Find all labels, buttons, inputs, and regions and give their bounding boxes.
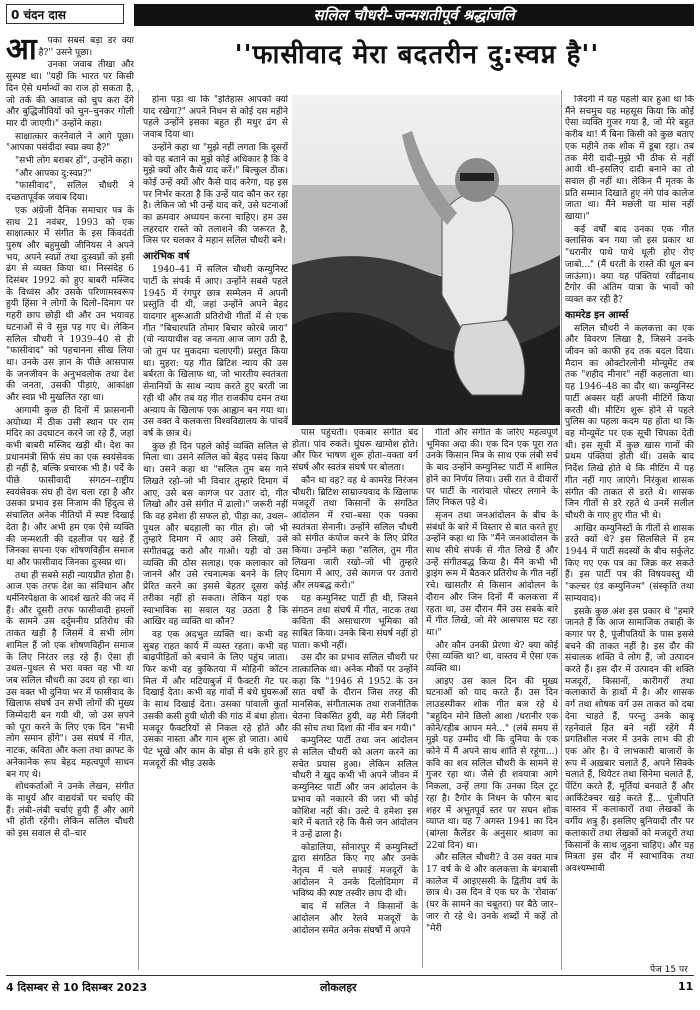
paragraph: कोडालिया, सोनारपुर में कम्युनिस्टों द्वारा संगठित किए गए और उनके नेतृत्व में चले सफाई मजदूरों के आंदोलन ने उनके दिलोदिमाग में भविष्य की स्पष्ट तस्वीर छाप दी थी। [292,842,418,900]
tribute-banner: सलिल चौधरी–जन्मशतीपूर्व श्रद्धांजलि [134,4,694,26]
paragraph: आखिर कम्युनिस्टों के गीतों से शासक डरते क्यों थे? इस सिलसिले में हम 1944 में पार्टी सदस्यों के बीच सर्कुलेट किए गए एक पत्र का जिक्र कर सकते हैं। इस पार्टी पत्र की विषयवस्तु थी "कल्चर एंड कम्युनिज्म" (संस्कृति तथा साम्यवाद)। [565,523,694,604]
column-divider [561,90,562,970]
section-label: 0 चंदन दास [6,4,124,24]
footer-rule [6,975,694,976]
paragraph: कुछ ही दिन पहले कोई व्यक्ति सलिल से मिला था। उसने सलिल को बेहद पसंद किया था। उसने कहा था "सलिल तुम बस गाने लिखते रहो–जो भी विचार तुम्हारे दिमाग में आए, उसे बस कागज पर उतार दो, गीत लिखो और उसे संगीत में ढालो।" जरूरी नहीं कि वह हमेशा ही सफल हो, पीड़ा का, उथल–पुथल और बदहाली का गीत हो। जो भी तुम्हारे दिमाग में आए उसे लिखो, उसे संगीतबद्ध करो और गाओ। यही वो उस व्यक्ति की ठोस सलाह। एक कलाकार को जानने और उसे रचनात्मक बनने के लिए प्रेरित करने का इससे बेहतर दूसरा कोई तरीका नहीं हो सकता। लेकिन यहां एक स्वाभाविक सा सवाल यह उठता है कि आखिर वह व्यक्ति था कौन? [143,441,288,628]
paragraph: आइए उस काल दिन की मुख्य घटनाओं को याद करते हैं। उस दिन लाउडस्पीकर शोक गीत बज रहे थे "बहुदिन मोने छिलो आशा /धरानीर एक कोने/रहीब आपन मने..." (लंबे समय से मुझे यह उम्मीद थी कि दुनिया के एक कोने में मैं अपने साथ शांति से रहूंगा...) कवि का शव सलिल चौधरी के सामने से गुजर रहा था। जैसे ही शवयात्रा आगे निकला, उन्हें लगा कि उनका दिल टूट रहा है। टैगोर के निधन के फौरन बाद शहर में अभूतपूर्व स्तर पर सघन शोक व्याप्त था। यह 7 अगस्त 1941 का दिन (बांग्ला कैलेंडर के अनुसार श्रावण का 22वां दिन) था। [426,676,558,851]
column-divider [422,428,423,968]
article-column-4 [426,428,558,968]
continued-label: पेज 15 पर [650,965,688,975]
subheading: कामरेड इन आर्म्स [565,309,629,321]
subheading: आरंभिक वर्ष [143,251,190,263]
paragraph: कौन था वह? वह थे कामरेड निरंजन चौधरी। ब्रिटिश साम्राज्यवाद के खिलाफ मजदूरों तथा किसानों के संगठित आंदोलन में रचा–बसा एक पक्का स्वतंत्रता सेनानी। उन्होंने सलिल चौधरी को संगीत कंपोज करने के लिए प्रेरित किया। उन्होंने कहा "सलिल, तुम गीत लिखना जारी रखो–जो भी तुम्हारे दिमाग में आए, उसे कागज पर उतारो और लयबद्ध करो।" [292,475,418,592]
paragraph: सलिल चौधरी ने कलकत्ता का एक और विवरण लिखा है, जिसने उनके जीवन को काफी हद तक बदल दिया। मैदान का ओक्टोरलोनी मोन्यूमेंट तब तक "शहीद मीनार" नहीं कहलाता था। यह 1946–48 का दौर था। कम्युनिस्ट पार्टी अक्सर यहीं अपनी मीटिंगें किया करती थी। मीटिंग शुरू होने से पहले पुलिस का पहला कदम यह होता था कि वह मोन्यूमेंट पर एक सूची चिपका देती थी। इस सूची में कुछ खास गानों की प्रथम पंक्तियां होती थीं। उसके बाद निर्देश लिखे होते थे कि मीटिंग में यह गीत नहीं गाए जाएंगे। निरंकुश शासक संगीत की ताकत से डरते थे। शासक जिन गीतों से डरे रहते थे उनमें सलील चौधरी के गाए हुए गीत भी थे। [565,323,694,521]
article-headline: ''फासीवाद मेरा बदतरीन दु:स्वप्न है'' [234,40,600,70]
article-column-5 [565,95,694,963]
paragraph: यह कम्युनिस्ट पार्टी ही थी, जिसने संगठन तथा संघर्ष में गीत, नाटक तथा कविता की असाधारण भूमिका को साबित किया। उनके बिना संघर्ष नहीं हो पाता। कभी नहीं। [292,593,418,651]
paragraph: उन्होंने कहा था "मुझे नहीं लगता कि दूसरों को यह बताने का मुझे कोई अधिकार है कि वे मुझे क्यों और कैसे याद करें।" बिल्कुल ठीक। कोई उन्हें क्यों और कैसे याद करेगा, यह इस पर निर्भर करता है कि उन्हें याद कौन कर रहा है। लेकिन जो भी उन्हें याद करे, उसे घटनाओं का क्रमवार अध्ययन करना चाहिए। हम उस लहरदार रास्ते को तलाशने की जरूरत है, जिस पर चलकर वे महान सलिल चौधरी बने। [143,142,288,247]
publication-name: लोकलहर [320,981,357,994]
issue-dates: 4 दिसम्बर से 10 दिसम्बर 2023 [6,981,148,994]
paragraph: गीतों और संगीत के जरिए महत्वपूर्ण भूमिका अदा की। एक दिन एक पूरा रात उनके किसान मित्र के साथ एक लंबी सर्च के बाद उन्होंने कम्युनिस्ट पार्टी में शामिल होने का निर्णय लिया। उसी रात वे दीवारों पर पार्टी के नारांवाले पोस्टर लगाने के लिए निकल पड़े थे। [426,428,558,509]
paragraph: जिंदगी में यह पहली बार हुआ था कि मैंने सचमुच यह महसूस किया कि कोई ऐसा व्यक्ति गुजर गया है, जो मेरे बहुत करीब था! मैं बिना किसी को कुछ बताए एक महीने तक शोक में डूबा रहा। तब तक मेरी दादी–मुझे भी ठीक से नहीं आयी थी–इसलिए दादी बनाने का तो सवाल ही नहीं था। लेकिन मैं मृतक के प्रति सम्मान दिखाते हुए नंगे पांव कालेज जाता था। मैंने मछली या मांस नहीं खाया।" [565,95,694,223]
paragraph: पका सबसे बड़ा डर क्या है?'' उसने पूछा। [38,36,134,58]
paragraph: उनका जवाब तीखा और सुस्पष्ट था। "यही कि भारत पर किसी दिन ऐसे धर्मान्धों का राज हो सकता है, जो तर्क की आवाज को चुप करा देंगे और बुद्धिजीवियों को चुन–चुनकर गोली मार दी जाएगी।" उन्होंने कहा। [6,60,134,129]
paragraph: एक अंग्रेजी दैनिक समाचार पत्र के साथ 21 नवंबर, 1993 को एक साक्षात्कार में संगीत के इस किंवदंती पुरुष और बहुमुखी जीनियस ने अपने भय, अपने स्वप्नों तथा दुःस्वप्नों को इसी ढंग से व्यक्त किया था। निस्संदेह 6 दिसंबर 1992 को हुए बाबरी मस्जिद के विध्वंस और उसके परिणामस्वरूप हुयी हिंसा ने लोगों के दिलो–दिमाग पर गहरी छाप छोड़ी थी और उन भयावह घटनाओं से वे सुन्न पड़ गए थे। लेकिन सलिल चौधरी ने 1939–40 से ही "फासीवाद" को पहचानना सीख लिया था। उनके उस ज्ञान के पीछे आसपास के जनजीवन के अनुभवलोक तथा देश की जनता, उसकी पीड़ाएं, आकांक्षा और स्वप्न भी मुखलित रहा था। [6,205,134,404]
paragraph: और सलिल चौधरी? वे उस वक्त मात्र 17 वर्ष के थे और कलकत्ता के बंगबासी कालेज में आइएससी के द्वितीय वर्ष के छात्र थे। उस दिन वे एक घर के 'रोवाक' (घर के सामने का चबूतरा) पर बैठे जार–जार रो रहे थे। उनके शब्दों में कहें तो "मेरी [426,853,558,934]
paragraph: इसके कुछ अंश इस प्रकार थे "हमारे जानते हैं कि आज सामाजिक तबाही के कगार पर है, पूंजीपतियों के पास इससे बचने की ताकत नहीं है। इस दौर की संचालक शक्ति वे लोग हैं, जो उत्पादन करते हैं। इस दौर में उत्पादन की शक्ति मजदूरों, किसानों, कारीगरों तथा कलाकारों के हाथों में है। और शासक वर्ग तथा शोषक वर्ग उस ताकत को दबा देना चाहते हैं, परन्तु उनके काबू रहनेवाले हित बने नहीं रहेंगे मैं प्रगतिशील नजर में उनके लाभ की ही एक ओर है। वे लाभकारी बाजारों के रूप में अख़बार चलाते हैं, अपने सिक्के चलाते हैं, थियेटर तथा सिनेमा चलाते हैं, पेंटिंग करते हैं, मूर्तियां बनवाते हैं और आर्किटेक्चर खड़े करते हैं... पूंजीपति वास्तव में कलाकारों तथा लेखकों के वर्गीय शत्रु हैं। इसलिए बुनियादी तौर पर कलाकारों तथा लेखकों को मजदूरों तथा किसानों के साथ जुड़ना चाहिए। और यह मित्रता इस दौर में स्वाभाविक तथा अवश्यम्भावी [565,606,694,874]
article-column-3 [292,428,418,968]
paragraph: साक्षात्कार करनेवाले ने आगे पूछा। "आपका पसंदीदा स्वप्न क्या है?" [6,131,134,154]
paragraph: 1940–41 में सलिल चौधरी कम्युनिस्ट पार्टी के संपर्क में आए। उन्होंने सबसे पहले 1945 में रंगपुर छात्र सम्मेलन में अपनी प्रस्तुति दी थी, जहां उन्होंने अपने बेहद यादगार शुरूआती प्रतिरोधी गीतों में से एक गीत "बिचारपति तोमार बिचार कोरबे जारा" (वो न्यायाधीश वह जनता आज जाग उठी है, जो तुम पर मुकदमा चलाएगी) प्रस्तुत किया था। मुहरा: यह गीत ब्रिटिश न्याय की उस बर्बरता के खिलाफ था, जो भारतीय स्वतंत्रता सेनानियों के साथ न्याय करते हुए बरती जा रही थी और तब यह गीत राजकीय दमन तथा अन्याय के खिलाफ एक आह्वान बन गया था। उस वक्त वे कलकत्ता विश्वविद्यालय के पांचवें वर्ष के छात्र थे। [143,265,288,439]
drop-cap: आ [6,36,37,67]
paragraph: पास पहुंचती। एकबार संगीत बंद होता। पांव रुकते। घुंघरू खामोश होते। और फिर भाषण शुरू होता–वक्ता वर्ग संघर्ष और स्वतंत्र संघर्ष पर बोलता। [292,428,418,474]
column-divider [138,90,139,970]
paragraph: आगामी कुछ ही दिनों में फ्रासनानी अयोध्या में ठीक उसी स्थान पर राम मंदिर का उदघाटन करने जा रहे हैं, जहां कभी बाबरी मस्जिद खड़ी थी। देश का प्रधानमंत्री सिर्फ संघ का एक स्वयंसेवक ही नहीं है, बल्कि प्रचारक भी है। पर्दे के पीछे फासीवादी संगठन–राष्ट्रीय स्वयंसेवक संघ ही देश चला रहा है और उसका प्रभाव इस निजाम की हिंदुत्व से संचालित अनेक नीतियों में स्पष्ट दिखाई देता है। और अभी हम एक ऐसे व्यक्ति की जन्मशती की दहलीज पर खड़े हैं जिनका सपना एक शोषणविहीन समाज था और फासीवाद जिनका दुःस्वप्न था। [6,405,134,568]
article-column-1 [6,36,134,968]
paragraph: होना पड़ा था कि "इतिहास आपको क्यों याद रखेगा?" अपने निधन से कोई दस महीने पहले उन्होंने इसका बहुत ही मधुर ढंग से जवाब दिया था। [143,95,288,141]
paragraph: कम्युनिस्ट पार्टी तथा जन आंदोलन से सलिल चौधरी को अलग करने का सचेत प्रयास हुआ। लेकिन सलिल चौधरी ने खुद कभी भी अपने जीवन में कम्युनिस्ट पार्टी और जन आंदोलन के प्रभाव को नकारने की जरा भी कोई कोशिश नहीं की। उल्टे वे हमेशा इस बारे में बताते रहे कि कैसे जन आंदोलन ने उन्हें ढाला है। [292,736,418,840]
paragraph: "सभी लोग बराबर हों", उन्होंने कहा। [15,156,133,167]
paragraph: सृजन तथा जनआंदोलन के बीच के संबंधों के बारे में विस्तार से बात करते हुए उन्होंने कहा था कि "मैंने जनआंदोलन के साथ सीधे संपर्क से गीत लिखे हैं और उन्हें संगीतबद्ध किया है। मैंने कभी भी ड्राइंग रूम में बैठकर प्रतिरोध के गीत नहीं रचे। खासतौर से किसान आंदोलन के दौरान और जिन दिनों मैं कलकत्ता में रहता था, उस दौरान मैंने उस सबके बारे में गीत लिखे, जो मेरे आसपास घट रहा था।" [426,510,558,638]
article-column-2 [143,95,288,968]
paragraph: शोधकर्ताओं ने उनके लेखन, संगीत के माधुर्य और वाद्ययंत्रों पर चर्चाएं की हैं। लंबी–लंबी चर्चाएं हुयी हैं और आगे भी होती रहेंगी। लेकिन सलिल चौधरी को इस सवाल से दो–चार [6,782,134,840]
paragraph: "फासीवाद", सलिल चौधरी ने दच्छतापूर्वक जवाब दिया। [6,181,134,204]
page-number: 11 [678,980,694,993]
paragraph: "और आपका दु:स्वप्न?" [15,168,92,179]
salil-chowdhury-photo [292,95,560,425]
paragraph: तथा ही सबसे सही न्यायप्रीत होता है। आज एक तरफ देश का संविधान और धर्मनिरपेक्षता के आदर्श खतरे की जद में हैं। और दूसरी तरफ फासीवादी हमलों के सामने उस दर्दुमनीय प्रतिरोध की ताकत खड़ी है जिसमें वे सभी लोग शामिल हैं जो एक शोषणविहीन समाज के लिए निरंतर लड़ रहे हैं। ऐसा ही उथल–पुथल से भरा वक्त वह भी था जब सलिल चौधरी का उदय हो रहा था। उस वक्त भी दुनिया भर में फासीवाद के खिलाफ संघर्ष उन सभी लोगों की मुख्य जिम्मेदारी बन गयी थी, जो उस सपने को पूरा करने के लिए एक दिन "सभी लोग समान होंगे"। उस संघर्ष में गीत, नाटक, कविता और कला तथा क्राफ्ट के अनेकानेक रूप बेहद महत्वपूर्ण साधन बन गए थे। [6,570,134,780]
paragraph: और कौन उनकी प्रेरणा थे? क्या कोई ऐसा व्यक्ति था? था, वास्तव में ऐसा एक व्यक्ति था। [426,640,558,675]
paragraph: वह एक अदभुत व्यक्ति था। कभी वह सुबह राहत कार्य में व्यस्त रहता। कभी वह बाढ़पीड़ितों को बचाने के लिए पहुंच जाता। फिर कभी वह कुकितया में मोहिनी कॉटन मिल में और मटियाबुर्ज में फैक्टरी गेट पर दिखाई देता। कभी वह गांवों में बंधे घुंघरूओं के साथ दिखाई देता। उसका पांवाली कुर्ता उसकी कसी हुयी धोती की गांठ में बंधा होता। मजदूर फैक्टरियों से निकल रहे होते और उसका नास्ता और गान शुरू हो जाता। आधे पेट भूखे और काम के बोझ से थके हारे हुए मजदूरों की भीड़ उसके [143,629,288,769]
paragraph: कई वर्षों बाद उनका एक गीत क्लासिक बन गया जो इस प्रकार था "धरानीर पाथे पाथे धूली होए रोए जाबो..." (मैं धरती के रास्ते की धूल बन जाऊंगा)। क्या यह पंक्तियां रवींद्रनाथ टैगोर की अंतिम यात्रा के भावों को व्यक्त कर रही है? [565,224,694,305]
paragraph: उस दौर का प्रभाव सलिल चौधरी पर तात्कालिक था। अनेक मौकों पर उन्होंने कहा कि "1946 से 1952 के उन सात वर्षों के दौरान जिस तरह की मानसिक, संगीतात्मक तथा राजनीतिक चेतना विकसित हुयी, वह मेरी जिंदगी की सोच तथा दिशा की नींव बन गयी।" [292,653,418,734]
paragraph: बाद में सलिल ने किसानों के आंदोलन और रेलवे मजदूरों के आंदोलन समेत अनेक संघर्षों में अपने [292,902,418,936]
